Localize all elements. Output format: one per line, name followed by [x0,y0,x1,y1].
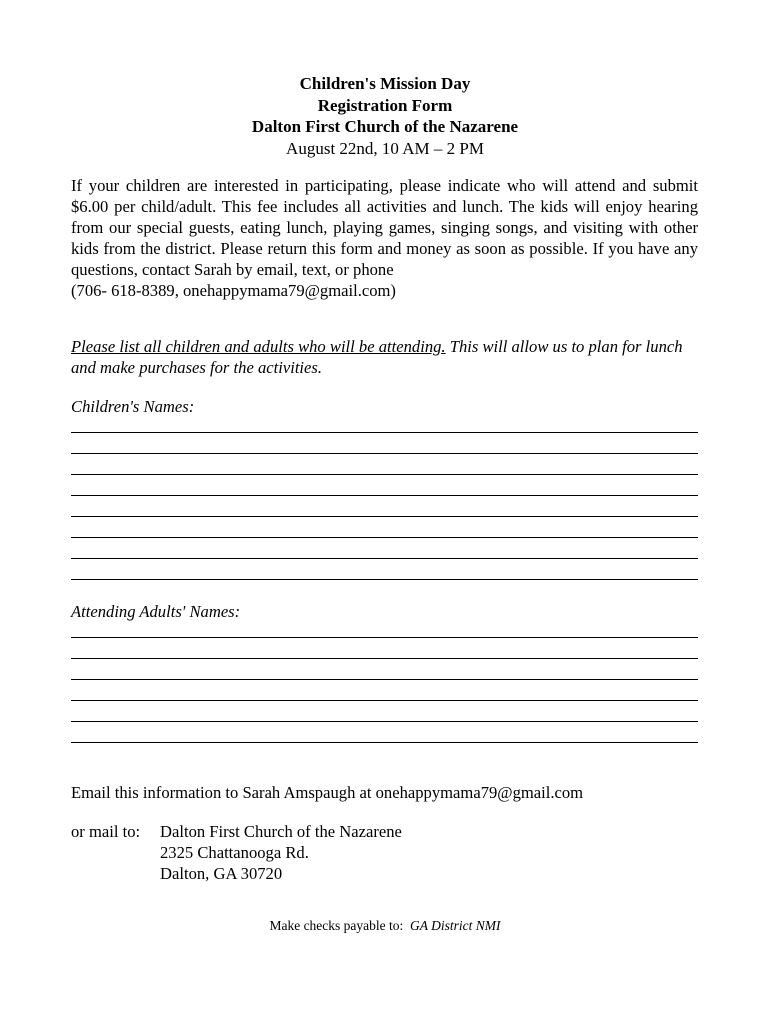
adult-name-line-1[interactable] [71,637,698,638]
mail-address-line-3: Dalton, GA 30720 [160,864,283,883]
children-name-line-6[interactable] [71,537,698,538]
instructions-rest: This will allow us to plan for lunch and make purchases for the activities. [71,337,683,377]
children-names-label: Children's Names: [71,397,195,416]
contact-info: (706- 618-8389, onehappymama79@gmail.com) [71,281,396,300]
adults-names-label: Attending Adults' Names: [71,602,241,621]
adult-name-line-6[interactable] [71,742,698,743]
form-subtitle: Registration Form [317,95,453,115]
attendance-instructions [71,336,698,378]
adult-name-line-2[interactable] [71,658,698,659]
intro-paragraph: If your children are interested in participating, please indicate who will attend and submit $6.00 per child/adult. This fee includes all activities and lunch. The kids will enjoy hearing from our special guests, eating lunch, playing games, singing songs, and visiting with other kids from the district. Please return this form and money as soon as possible. If you have any questions, contact Sarah by email, text, or phone [71,176,698,279]
form-title: Children's Mission Day [299,74,471,93]
mail-prefix: or mail to: [71,822,141,841]
adult-name-line-3[interactable] [71,679,698,680]
children-name-line-7[interactable] [71,558,698,559]
instructions-underlined: Please list all children and adults who will be attending. [71,337,446,356]
form-header [0,73,770,159]
children-name-line-3[interactable] [71,474,698,475]
payee-name: GA District NMI [410,918,501,933]
payment-note [0,917,770,935]
event-date: August 22nd, 10 AM – 2 PM [286,138,484,158]
mail-address-line-1: Dalton First Church of the Nazarene [160,822,402,841]
children-name-line-2[interactable] [71,453,698,454]
children-name-line-5[interactable] [71,516,698,517]
children-name-line-4[interactable] [71,495,698,496]
adult-name-line-5[interactable] [71,721,698,722]
adult-name-line-4[interactable] [71,700,698,701]
children-name-line-1[interactable] [71,432,698,433]
intro-text [71,175,698,301]
children-name-line-8[interactable] [71,579,698,580]
church-name: Dalton First Church of the Nazarene [251,117,519,136]
payment-prefix: Make checks payable to: [269,918,411,933]
email-instructions: Email this information to Sarah Amspaugh at onehappymama79@gmail.com [71,783,584,802]
mail-address-line-2: 2325 Chattanooga Rd. [160,843,309,862]
